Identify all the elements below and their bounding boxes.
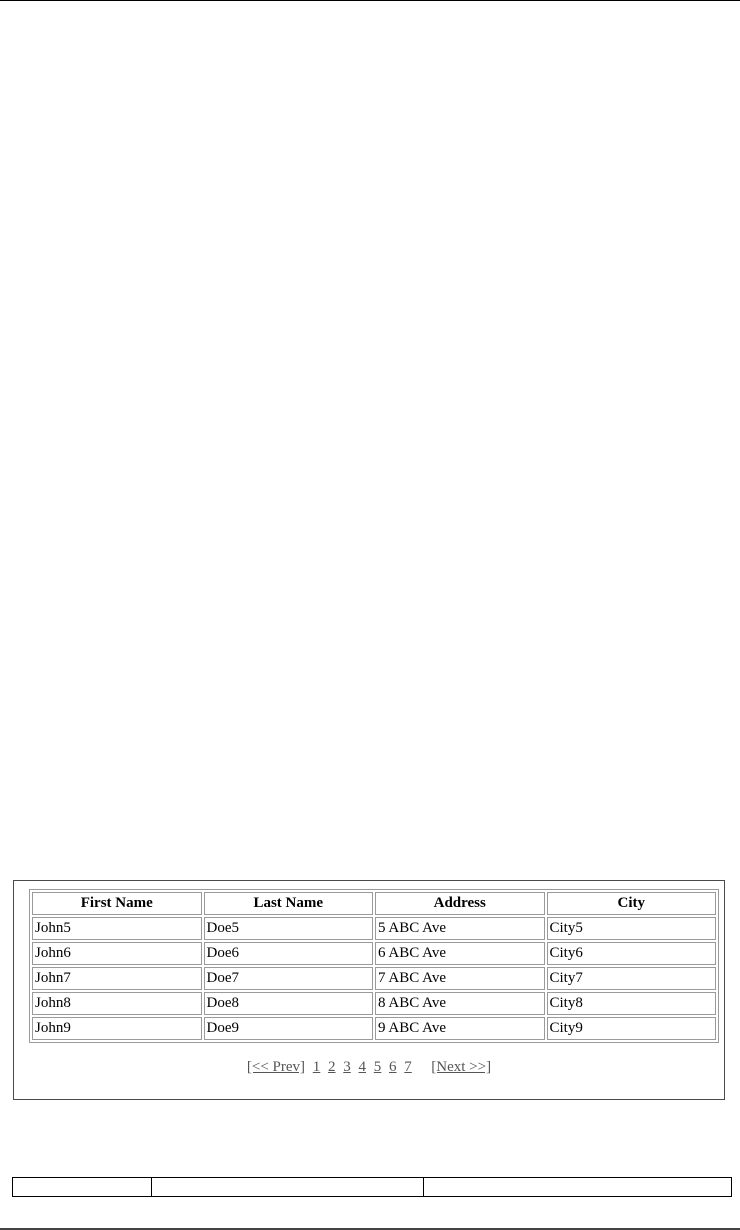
- cell-last-name: Doe9: [204, 1017, 374, 1040]
- footer-cell-right: [424, 1178, 731, 1196]
- page-link-3[interactable]: 3: [343, 1059, 351, 1075]
- column-header-first-name: First Name: [32, 892, 202, 915]
- cell-last-name: Doe5: [204, 917, 374, 940]
- table-row: [32, 917, 716, 940]
- cell-city: City9: [547, 1017, 717, 1040]
- cell-last-name: Doe8: [204, 992, 374, 1015]
- column-header-address: Address: [375, 892, 545, 915]
- cell-city: City5: [547, 917, 717, 940]
- footer-cell-middle: [152, 1178, 424, 1196]
- prev-page-link[interactable]: [<< Prev]: [246, 1059, 306, 1075]
- cell-city: City6: [547, 942, 717, 965]
- cell-address: 8 ABC Ave: [375, 992, 545, 1015]
- cell-address: 6 ABC Ave: [375, 942, 545, 965]
- page-link-5[interactable]: 5: [373, 1059, 382, 1075]
- table-row: [32, 942, 716, 965]
- cell-last-name: Doe6: [204, 942, 374, 965]
- cell-last-name: Doe7: [204, 967, 374, 990]
- cell-address: 5 ABC Ave: [375, 917, 545, 940]
- cell-city: City7: [547, 967, 717, 990]
- top-rule: [0, 0, 740, 1]
- footer-bar: [12, 1177, 732, 1197]
- cell-first-name: John6: [32, 942, 202, 965]
- data-table: [29, 889, 719, 1043]
- pagination: [14, 1059, 724, 1076]
- cell-first-name: John9: [32, 1017, 202, 1040]
- table-row: [32, 1017, 716, 1040]
- next-page-link[interactable]: [Next >>]: [431, 1059, 492, 1075]
- cell-address: 9 ABC Ave: [375, 1017, 545, 1040]
- cell-address: 7 ABC Ave: [375, 967, 545, 990]
- column-header-city: City: [547, 892, 717, 915]
- table-row: [32, 967, 716, 990]
- page-link-4[interactable]: 4: [358, 1059, 367, 1075]
- cell-first-name: John5: [32, 917, 202, 940]
- page-link-6[interactable]: 6: [389, 1059, 397, 1075]
- table-row: [32, 992, 716, 1015]
- page-link-1[interactable]: 1: [312, 1059, 321, 1075]
- footer-cell-left: [13, 1178, 152, 1196]
- page-link-2[interactable]: 2: [328, 1059, 336, 1075]
- cell-first-name: John7: [32, 967, 202, 990]
- table-header-row: [32, 892, 716, 915]
- cell-city: City8: [547, 992, 717, 1015]
- column-header-last-name: Last Name: [204, 892, 374, 915]
- page-link-7[interactable]: 7: [404, 1059, 412, 1075]
- cell-first-name: John8: [32, 992, 202, 1015]
- data-panel: [13, 880, 725, 1100]
